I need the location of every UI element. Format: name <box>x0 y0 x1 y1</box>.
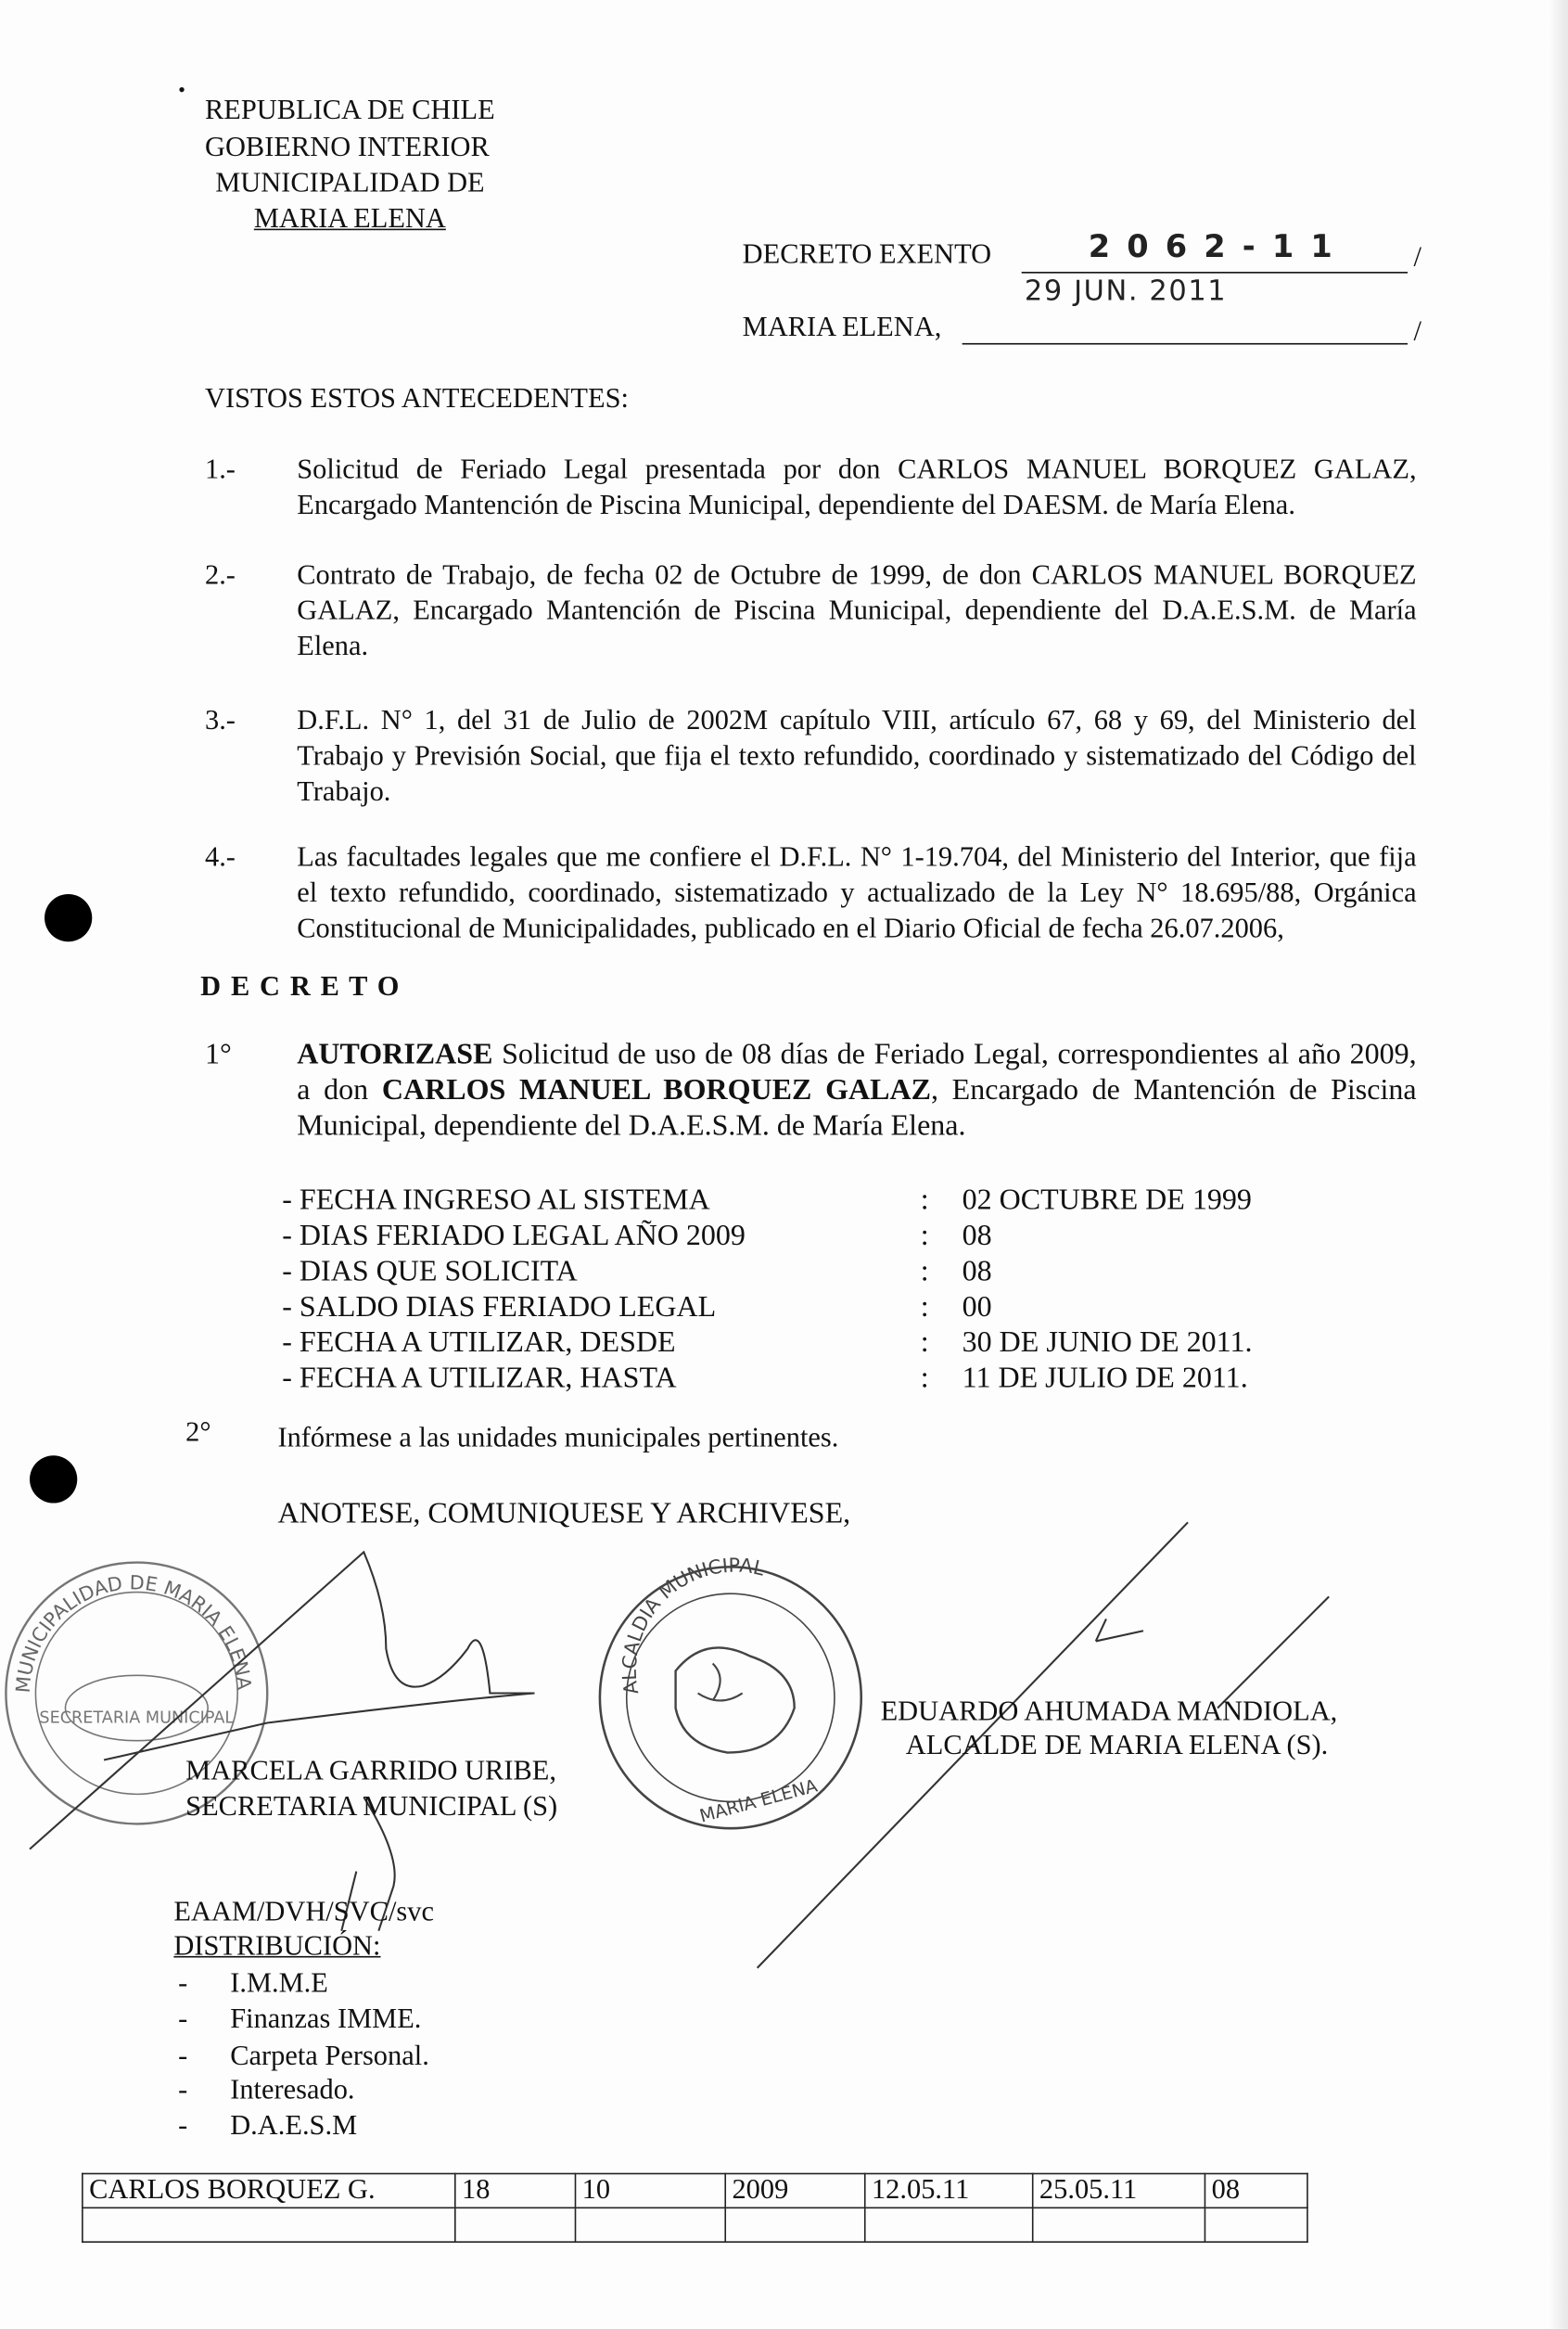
secretary-title: SECRETARIA MUNICIPAL (S) <box>185 1791 558 1823</box>
slash: / <box>1413 316 1421 348</box>
signature-left <box>30 1552 534 1930</box>
punch-hole <box>30 1455 77 1503</box>
item-text: D.F.L. N° 1, del 31 de Julio de 2002M capítulo VIII, artículo 67, 68 y 69, del Ministerio del Trabajo y Previsión Social, que fija el texto refundido, coordinado y sistematizado del Código del Trabajo. <box>297 705 1417 809</box>
table-cell: CARLOS BORQUEZ G. <box>83 2174 455 2208</box>
colon: : <box>920 1219 929 1252</box>
colon: : <box>920 1290 929 1324</box>
detail-label: - FECHA A UTILIZAR, DESDE <box>282 1325 676 1360</box>
article-number: 1° <box>204 1038 232 1071</box>
header-municipalidad: MUNICIPALIDAD DE <box>215 167 485 199</box>
slash: / <box>1413 242 1421 274</box>
article-2-text: Infórmese a las unidades municipales pertinentes. <box>277 1423 839 1454</box>
seal-center-text: ALCALDIA MUNICIPAL <box>618 1554 767 1696</box>
table-cell: 2009 <box>725 2174 865 2208</box>
table-cell <box>725 2207 865 2242</box>
colon: : <box>920 1325 929 1360</box>
detail-value: 02 OCTUBRE DE 1999 <box>962 1184 1252 1217</box>
scan-edge <box>1548 0 1568 2329</box>
article-number: 2° <box>185 1416 211 1449</box>
table-row <box>83 2174 1307 2208</box>
bullet: - <box>178 1967 188 2000</box>
text: , Encargado de Mantención de Piscina Municipal, dependiente del D.A.E.S.M. de María Elena. <box>297 1073 1417 1143</box>
mayor-name: EDUARDO AHUMADA MANDIOLA, <box>880 1696 1338 1728</box>
scan-dot: • <box>178 80 186 103</box>
header-maria-elena: MARIA ELENA <box>253 203 446 236</box>
table-cell: 10 <box>576 2174 726 2208</box>
colon: : <box>920 1362 929 1395</box>
text: Solicitud de uso de 08 días de Feriado Legal, correspondientes al año 2009, a don <box>297 1038 1417 1107</box>
place-label: MARIA ELENA, <box>742 312 942 343</box>
distribution-item: D.A.E.S.M <box>230 2110 358 2143</box>
bullet: - <box>178 2110 188 2143</box>
bullet: - <box>178 2075 188 2106</box>
distribution-item: Interesado. <box>230 2075 355 2106</box>
colon: : <box>920 1255 929 1288</box>
colon: : <box>920 1184 929 1217</box>
table-cell: 18 <box>455 2174 576 2208</box>
item-text: Las facultades legales que me confiere el D.F.L. N° 1-19.704, del Ministerio del Interior, que fija el texto refundido, coordinado, sistematizado y actualizado de la Ley N° 18.695/88, Orgánica Constitucional de Municipalidades, publicado en el Diario Oficial de fecha 26.07.2006, <box>297 841 1417 945</box>
table-cell <box>576 2207 726 2242</box>
decree-number-stamp: 2 0 6 2 - 1 1 <box>1088 228 1335 265</box>
header-republica: REPUBLICA DE CHILE <box>204 95 495 127</box>
table-cell: 12.05.11 <box>865 2174 1033 2208</box>
detail-value: 30 DE JUNIO DE 2011. <box>962 1325 1253 1360</box>
distribution-title: DISTRIBUCIÓN: <box>173 1930 381 1963</box>
bullet: - <box>178 2003 188 2035</box>
detail-label: - SALDO DIAS FERIADO LEGAL <box>282 1290 717 1324</box>
punch-hole <box>45 894 92 941</box>
table-row-empty <box>83 2207 1307 2242</box>
distribution-item: Carpeta Personal. <box>230 2041 429 2072</box>
detail-value: 08 <box>962 1219 992 1252</box>
item-number: 4.- <box>204 841 236 874</box>
detail-value: 08 <box>962 1255 992 1288</box>
date-stamp: 29 JUN. 2011 <box>1024 275 1228 308</box>
table-cell <box>455 2207 576 2242</box>
leave-record-table <box>82 2173 1308 2243</box>
detail-label: - FECHA INGRESO AL SISTEMA <box>282 1184 710 1217</box>
distribution-item: I.M.M.E <box>230 1967 328 2000</box>
employee-name-bold: CARLOS MANUEL BORQUEZ GALAZ <box>381 1073 931 1107</box>
vistos-title: VISTOS ESTOS ANTECEDENTES: <box>204 383 629 415</box>
detail-label: - FECHA A UTILIZAR, HASTA <box>282 1362 677 1395</box>
initials: EAAM/DVH/SVC/svc <box>173 1896 434 1928</box>
table-cell: 08 <box>1205 2174 1307 2208</box>
secretary-name: MARCELA GARRIDO URIBE, <box>185 1755 556 1787</box>
authorize-bold: AUTORIZASE <box>297 1038 493 1071</box>
bullet: - <box>178 2041 188 2072</box>
item-text: Contrato de Trabajo, de fecha 02 de Octubre de 1999, de don CARLOS MANUEL BORQUEZ GALAZ, Encargado Mantención de Piscina Municipal, dependiente del D.A.E.S.M. de María Elena. <box>297 559 1417 663</box>
detail-label: - DIAS QUE SOLICITA <box>282 1255 578 1288</box>
table-cell <box>1205 2207 1307 2242</box>
header-gobierno: GOBIERNO INTERIOR <box>204 132 490 164</box>
detail-value: 00 <box>962 1290 992 1324</box>
item-number: 2.- <box>204 559 236 592</box>
decreto-exento-label: DECRETO EXENTO <box>742 238 992 271</box>
item-number: 1.- <box>204 454 236 486</box>
mayor-title: ALCALDE DE MARIA ELENA (S). <box>905 1730 1329 1762</box>
seal-outer-text: MUNICIPALIDAD DE MARIA ELENA <box>11 1571 256 1695</box>
decreto-title: D E C R E T O <box>200 971 402 1003</box>
distribution-item: Finanzas IMME. <box>230 2003 422 2035</box>
seal-inner-text: SECRETARIA MUNICIPAL <box>39 1708 235 1728</box>
table-cell <box>1033 2207 1205 2242</box>
item-text: Solicitud de Feriado Legal presentada por don CARLOS MANUEL BORQUEZ GALAZ, Encargado Mantención de Piscina Municipal, dependiente del DAESM. de María Elena. <box>297 454 1417 522</box>
table-cell: 25.05.11 <box>1033 2174 1205 2208</box>
detail-label: - DIAS FERIADO LEGAL AÑO 2009 <box>282 1219 746 1252</box>
table-cell <box>865 2207 1033 2242</box>
seal-center-bottom: MARIA ELENA <box>696 1774 820 1827</box>
closing-text: ANOTESE, COMUNIQUESE Y ARCHIVESE, <box>277 1497 851 1530</box>
detail-value: 11 DE JULIO DE 2011. <box>962 1362 1248 1395</box>
item-number: 3.- <box>204 705 236 737</box>
table-cell <box>83 2207 455 2242</box>
